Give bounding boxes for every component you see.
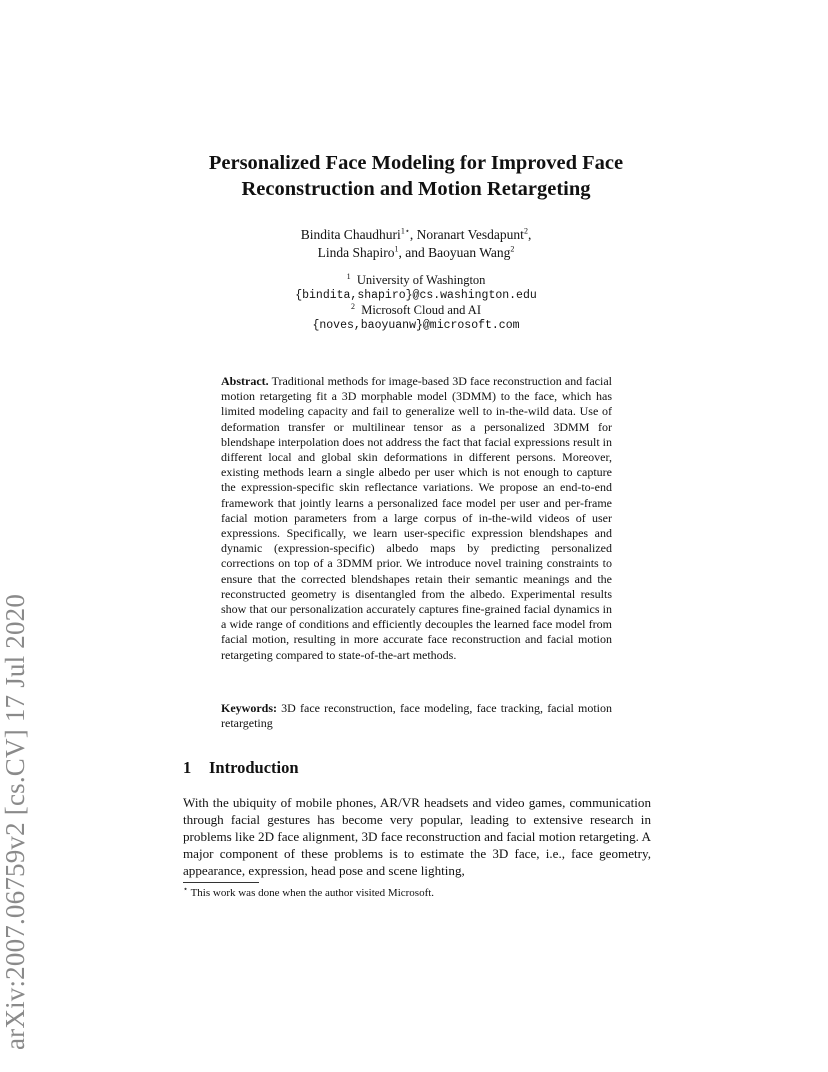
keywords-text: 3D face reconstruction, face modeling, face tracking, facial motion retargeting [221, 701, 612, 731]
author-affiliation-marker: 2 [510, 244, 515, 254]
section-number: 1 [183, 758, 192, 777]
affiliation-name: Microsoft Cloud and AI [361, 303, 482, 317]
title-line-1: Personalized Face Modeling for Improved Face [208, 152, 624, 174]
arxiv-side-stamp: arXiv:2007.06759v2 [cs.CV] 17 Jul 2020 [0, 593, 30, 1050]
affiliation-2-email: {noves,baoyuanw}@microsoft.com [312, 319, 520, 332]
author-line-1: Bindita Chaudhuri$^{1⋆}$, Noranart Vesdapunt$^2$, [300, 226, 532, 242]
author-name: Linda Shapiro [317, 245, 395, 260]
abstract-label: Abstract. [221, 374, 269, 388]
author-list [180, 226, 652, 262]
abstract [221, 374, 612, 663]
keywords-label: Keywords: [221, 701, 277, 715]
author-line-2: Linda Shapiro$^1$, and Baoyuan Wang$^2$ [317, 244, 515, 260]
section-heading-introduction [183, 758, 299, 778]
paper-title [140, 150, 692, 202]
footnote-marker: ⋆ [183, 884, 189, 894]
title-line-2: Reconstruction and Motion Retargeting [241, 178, 591, 200]
affiliation-marker: 2 [350, 301, 355, 311]
abstract-text: Traditional methods for image-based 3D face reconstruction and facial motion retargeting fit a 3D morphable model (3DMM) to the face, which has limited modeling capacity and fail to generalize well to in-the-wild data. Use of deformation transfer or multilinear tensor as a personalized 3DMM for blendshape interpolation does not address the fact that facial expressions result in different local and global skin deformations in different persons. Moreover, existing methods learn a single albedo per user which is not enough to capture the expression-specific skin reflectance variations. We propose an end-to-end framework that jointly learns a personalized face model per user and per-frame facial motion parameters from a large corpus of in-the-wild videos of user expressions. Specifically, we learn user-specific expression blendshapes and dynamic (expression-specific) albedo maps by predicting personalized corrections on top of a 3DMM prior. We introduce novel training constraints to ensure that the corrected blendshapes retain their semantic meanings and the reconstructed geometry is disentangled from the albedo. Experimental results show that our personalization accurately captures fine-grained facial dynamics in a wide range of conditions and efficiently decouples the learned face model from facial motion, resulting in more accurate face reconstruction and facial motion retargeting compared to state-of-the-art methods. [221, 374, 612, 662]
section-title: Introduction [209, 758, 299, 777]
keywords [221, 701, 612, 731]
footnote [183, 886, 651, 900]
affiliation-name: University of Washington [356, 273, 486, 287]
author-name: Noranart Vesdapunt [416, 227, 524, 242]
author-affiliation-marker: 1⋆ [400, 226, 410, 236]
author-name: Bindita Chaudhuri [300, 227, 401, 242]
footnote-divider [183, 882, 259, 883]
author-name: and Baoyuan Wang [405, 245, 511, 260]
footnote-text: This work was done when the author visited Microsoft. [190, 887, 435, 899]
introduction-paragraph: With the ubiquity of mobile phones, AR/VR headsets and video games, communication through facial gestures has become very popular, leading to extensive research in problems like 2D face alignment, 3D face reconstruction and facial motion retargeting. A major component of these problems is to estimate the 3D face, i.e., face geometry, appearance, expression, head pose and scene lighting, [183, 795, 651, 879]
author-affiliation-marker: 2 [523, 226, 528, 236]
affiliation-2 [180, 303, 652, 318]
affiliations [180, 273, 652, 333]
affiliation-1 [180, 273, 652, 288]
author-affiliation-marker: 1 [394, 244, 399, 254]
affiliation-1-email: {bindita,shapiro}@cs.washington.edu [295, 289, 537, 302]
affiliation-marker: 1 [346, 271, 351, 281]
